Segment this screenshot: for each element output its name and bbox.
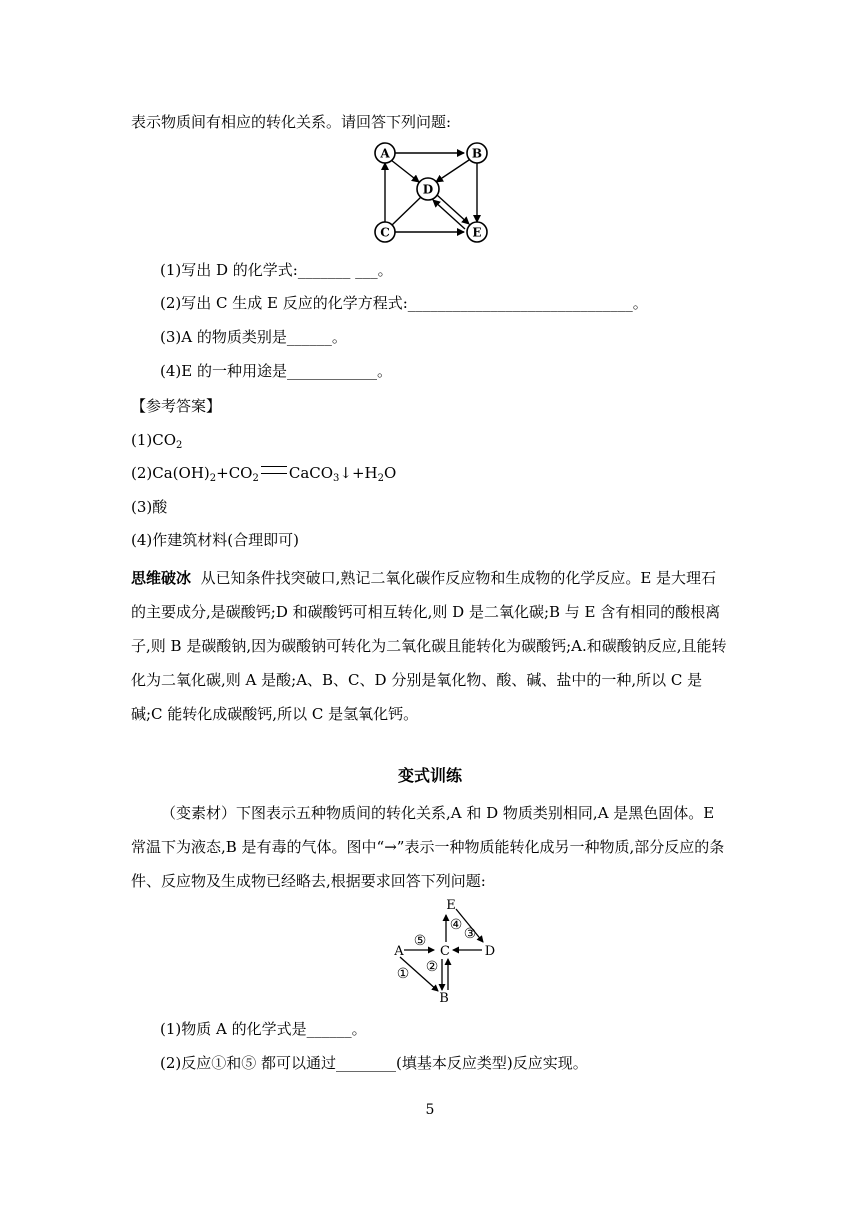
reaction-5: ⑤: [413, 933, 427, 949]
node-a: A: [380, 146, 390, 161]
label-b: B: [439, 991, 449, 1003]
label-c: C: [440, 944, 450, 959]
figure-2-diagram: [386, 895, 501, 1003]
thinking-label: 思维破冰: [131, 569, 192, 587]
question-1-1: (1)写出 D 的化学式:_______ ___。: [160, 261, 393, 279]
label-e: E: [446, 898, 456, 913]
answer-2-equation: $(2)Ca(OH)_2+CO_2$ $CaCO_3↓+H_2O$: [131, 464, 397, 484]
answer-header: 【参考答案】: [131, 397, 222, 415]
node-e: E: [472, 225, 482, 240]
equals-sign: [261, 466, 287, 474]
label-d: D: [484, 944, 496, 959]
question-1-4: (4)E 的一种用途是____________。: [160, 362, 392, 380]
reaction-3: ③: [463, 926, 477, 942]
question-1-2: (2)写出 C 生成 E 反应的化学方程式:______________________________。: [160, 294, 648, 312]
variant-paragraph: （变素材）下图表示五种物质间的转化关系,A 和 D 物质类别相同,A 是黑色固体。E 常温下为液态,B 是有毒的气体。图中“→”表示一种物质能转化成另一种物质,部分反应的条件、反应物及生成物已经略去,根据要求回答下列问题:: [131, 804, 725, 890]
node-b: B: [471, 146, 483, 161]
page-number: 5: [425, 1102, 435, 1118]
thinking-text: 从已知条件找突破口,熟记二氧化碳作反应物和生成物的化学反应。E 是大理石的主要成分,是碳酸钙;D 和碳酸钙可相互转化,则 D 是二氧化碳;B 与 E 含有相同的酸根离子,则 B 是碳酸钠,因为碳酸钠可转化为二氧化碳且能转化为碳酸钙;A.和碳酸钠反应,且能转化为二氧化碳,则 A 是酸;A、B、C、D 分别是氧化物、酸、碱、盐中的一种,所以 C 是碱;C 能转化成碳酸钙,所以 C 是氢氧化钙。: [131, 569, 727, 723]
answer-3: (3)酸: [131, 498, 168, 516]
question-1-3: (3)A 的物质类别是______。: [160, 328, 347, 346]
label-a: A: [394, 944, 404, 959]
question-2-1: (1)物质 A 的化学式是______。: [160, 1020, 367, 1038]
intro-line: 表示物质间有相应的转化关系。请回答下列问题:: [131, 113, 452, 131]
answer-1: $(1)CO_2$: [131, 431, 183, 451]
question-2-2: (2)反应①和⑤ 都可以通过________(填基本反应类型)反应实现。: [160, 1054, 588, 1072]
answer-4: (4)作建筑材料(合理即可): [131, 531, 299, 549]
reaction-4: ④: [449, 917, 463, 933]
figure-1-diagram: [370, 142, 492, 244]
section-title: 变式训练: [397, 766, 462, 785]
reaction-1: ①: [396, 966, 410, 982]
thinking-paragraph: [131, 561, 731, 731]
reaction-2: ②: [425, 959, 439, 975]
node-d: D: [422, 182, 434, 197]
node-c: C: [380, 225, 390, 240]
